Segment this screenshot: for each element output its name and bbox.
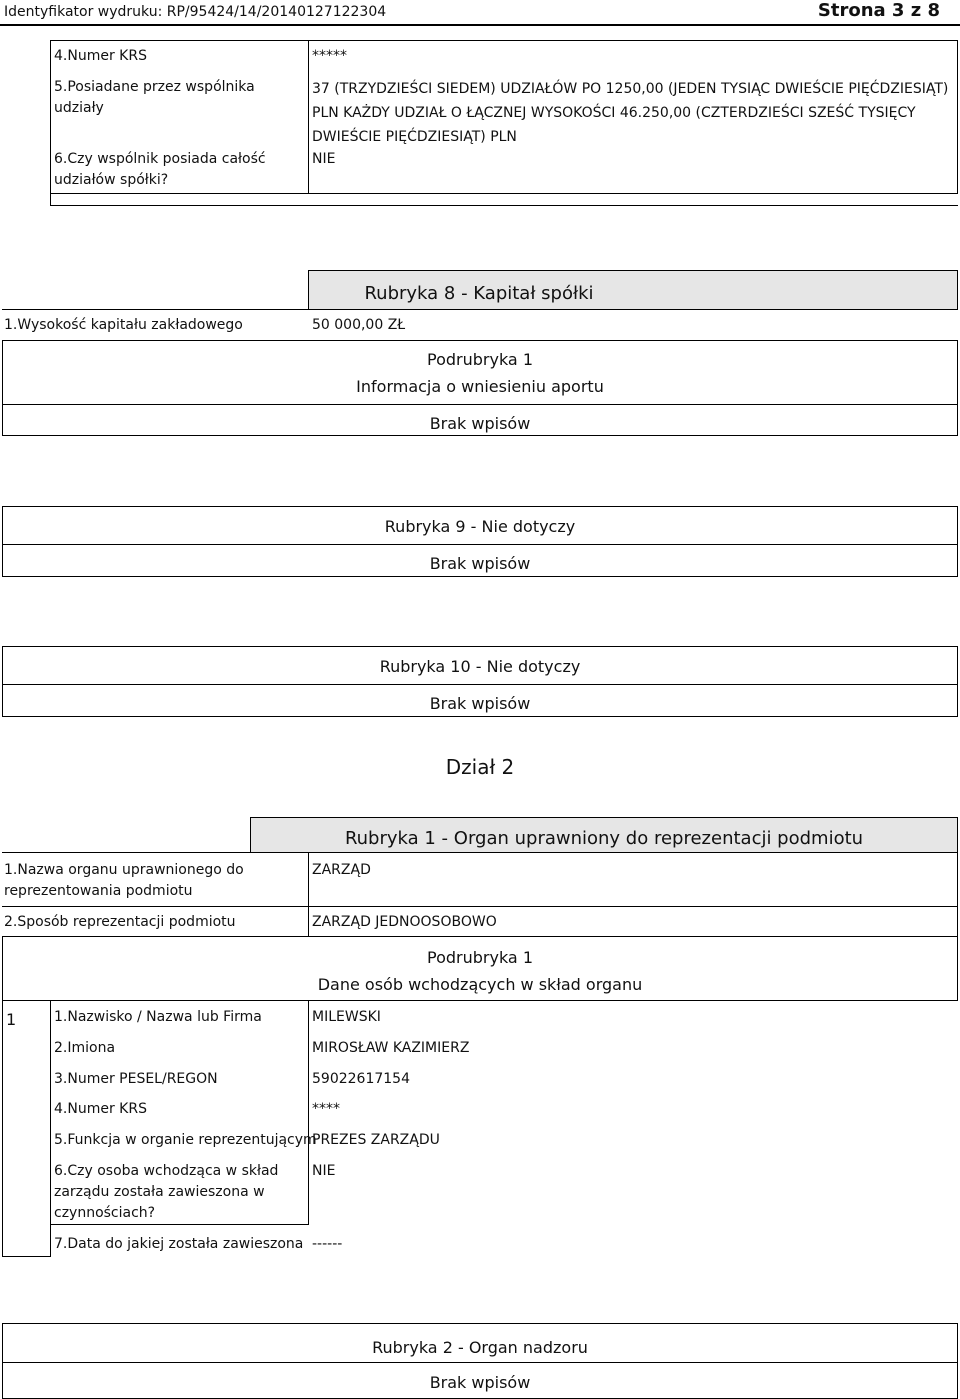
- rubryka-9-title: Rubryka 9 - Nie dotyczy: [384, 517, 576, 536]
- suspended-label: 6.Czy osoba wchodząca w skład zarządu została zawieszona w czynnościach?: [54, 1163, 279, 1221]
- krs-label: 4.Numer KRS: [54, 48, 147, 64]
- function-label: 5.Funkcja w organie reprezentującym: [54, 1132, 317, 1148]
- rubryka-10-empty: Brak wpisów: [429, 694, 531, 713]
- capital-label: 1.Wysokość kapitału zakładowego: [4, 317, 243, 333]
- shares-label: 5.Posiadane przez wspólnika udziały: [54, 79, 255, 116]
- representation-label: 2.Sposób reprezentacji podmiotu: [4, 914, 236, 930]
- surname-label: 1.Nazwisko / Nazwa lub Firma: [54, 1009, 262, 1025]
- organ-name-value: ZARZĄD: [312, 862, 371, 878]
- dzial-2-title: Dział 2: [445, 755, 515, 779]
- krs-value: *****: [312, 48, 347, 64]
- supervisory-empty: Brak wpisów: [429, 1373, 531, 1392]
- capital-value: 50 000,00 ZŁ: [312, 317, 406, 333]
- rubryka-9-empty: Brak wpisów: [429, 554, 531, 573]
- first-names-label: 2.Imiona: [54, 1040, 116, 1056]
- pesel-value: 59022617154: [312, 1071, 410, 1087]
- member-krs-label: 4.Numer KRS: [54, 1101, 147, 1117]
- page-number: Strona 3 z 8: [817, 0, 940, 21]
- suspended-date-label: 7.Data do jakiej została zawieszona: [54, 1236, 304, 1252]
- organ-name-label: 1.Nazwa organu uprawnionego do reprezentowania podmiotu: [4, 862, 244, 899]
- header-divider: [0, 24, 960, 26]
- representation-value: ZARZĄD JEDNOOSOBOWO: [312, 914, 497, 930]
- rubryka-10-title: Rubryka 10 - Nie dotyczy: [379, 657, 581, 676]
- suspended-value: NIE: [312, 1163, 336, 1179]
- member-index: 1: [6, 1010, 17, 1029]
- member-krs-value: ****: [312, 1101, 340, 1117]
- members-sub-subtitle: Dane osób wchodzących w skład organu: [317, 975, 643, 994]
- print-identifier: Identyfikator wydruku: RP/95424/14/20140127122304: [4, 4, 387, 20]
- aport-sub-title: Podrubryka 1: [427, 350, 533, 369]
- surname-value: MILEWSKI: [312, 1009, 381, 1025]
- aport-empty: Brak wpisów: [429, 414, 531, 433]
- function-value: PREZES ZARZĄDU: [312, 1132, 440, 1148]
- supervisory-title: Rubryka 2 - Organ nadzoru: [372, 1338, 588, 1357]
- organ-title: Rubryka 1 - Organ uprawniony do reprezentacji podmiotu: [344, 828, 864, 849]
- aport-sub-subtitle: Informacja o wniesieniu aportu: [356, 377, 604, 396]
- pesel-label: 3.Numer PESEL/REGON: [54, 1071, 218, 1087]
- rubryka-8-title: Rubryka 8 - Kapitał spółki: [364, 283, 594, 304]
- members-sub-title: Podrubryka 1: [427, 948, 533, 967]
- all-shares-value: NIE: [312, 151, 336, 167]
- shares-value: 37 (TRZYDZIEŚCI SIEDEM) UDZIAŁÓW PO 1250,00 (JEDEN TYSIĄC DWIEŚCIE PIĘĆDZIESIĄT) PLN KAŻDY UDZIAŁ O ŁĄCZNEJ WYSOKOŚCI 46.250,00 (CZTERDZIEŚCI SZEŚĆ TYSIĘCY DWIEŚCIE PIĘĆDZIESIĄT) PLN: [312, 81, 949, 145]
- all-shares-label: 6.Czy wspólnik posiada całość udziałów spółki?: [54, 151, 266, 188]
- suspended-date-value: ------: [312, 1236, 343, 1252]
- first-names-value: MIROSŁAW KAZIMIERZ: [312, 1040, 470, 1056]
